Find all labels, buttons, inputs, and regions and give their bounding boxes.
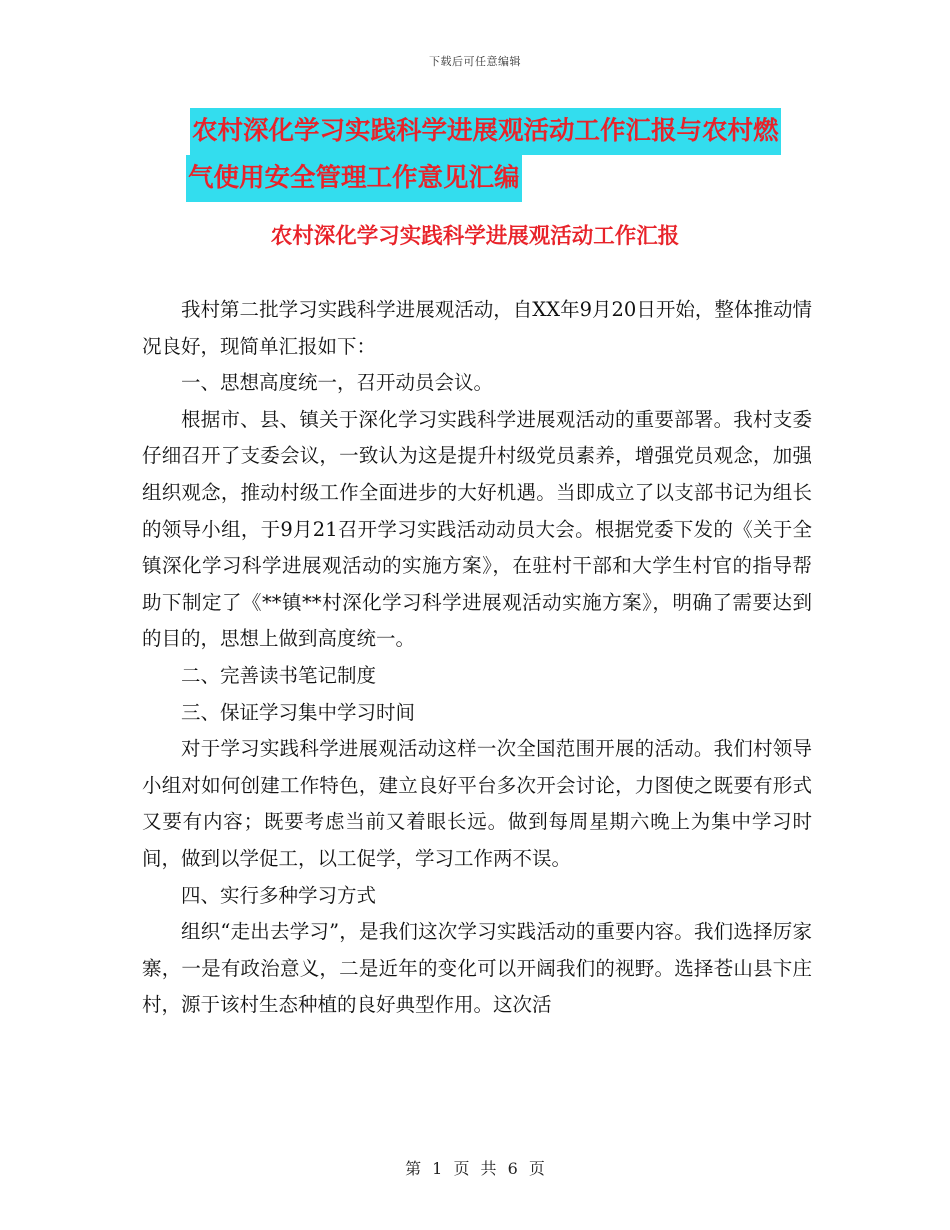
main-title-line-1: 农村深化学习实践科学进展观活动工作汇报与农村燃 <box>190 108 781 155</box>
heading-section-4: 四、实行多种学习方式 <box>181 883 377 907</box>
heading-section-3: 三、保证学习集中学习时间 <box>181 700 416 724</box>
document-main-title <box>190 108 810 202</box>
section-title: 农村深化学习实践科学进展观活动工作汇报 <box>270 224 680 249</box>
main-title-line-2: 气使用安全管理工作意见汇编 <box>186 155 522 202</box>
paragraph-section-4: 组织“走出去学习”，是我们这次学习实践活动的重要内容。我们选择厉家寨，一是有政治意义，二是近年的变化可以开阔我们的视野。选择苍山县卞庄村，源于该村生态种植的良好典型作用。这次活 <box>142 920 812 1017</box>
paragraph-section-1: 根据市、县、镇关于深化学习实践科学进展观活动的重要部署。我村支委仔细召开了支委会议，一致认为这是提升村级党员素养，增强党员观念，加强组织观念，推动村级工作全面进步的大好机遇。当即成立了以支部书记为组长的领导小组，于9月21召开学习实践活动动员大会。根据党委下发的《关于全镇深化学习科学进展观活动的实施方案》，在驻村干部和大学生村官的指导帮助下制定了《**镇**村深化学习科学进展观活动实施方案》，明确了需要达到的目的，思想上做到高度统一。 <box>142 407 812 651</box>
paragraph-intro: 我村第二批学习实践科学进展观活动，自XX年9月20日开始，整体推动情况良好，现简单汇报如下： <box>142 298 812 358</box>
paragraph-section-3: 对于学习实践科学进展观活动这样一次全国范围开展的活动。我们村领导小组对如何创建工作特色，建立良好平台多次开会讨论，力图使之既要有形式又要有内容；既要考虑当前又着眼长远。做到每周星期六晚上为集中学习时间，做到以学促工，以工促学，学习工作两不误。 <box>142 737 812 870</box>
page-header-note: 下载后可任意编辑 <box>429 55 521 68</box>
document-body <box>142 292 812 1024</box>
page-number-footer: 第 1 页 共 6 页 <box>405 1159 545 1178</box>
heading-section-2: 二、完善读书笔记制度 <box>181 663 377 687</box>
heading-section-1: 一、思想高度统一，召开动员会议。 <box>181 371 494 395</box>
